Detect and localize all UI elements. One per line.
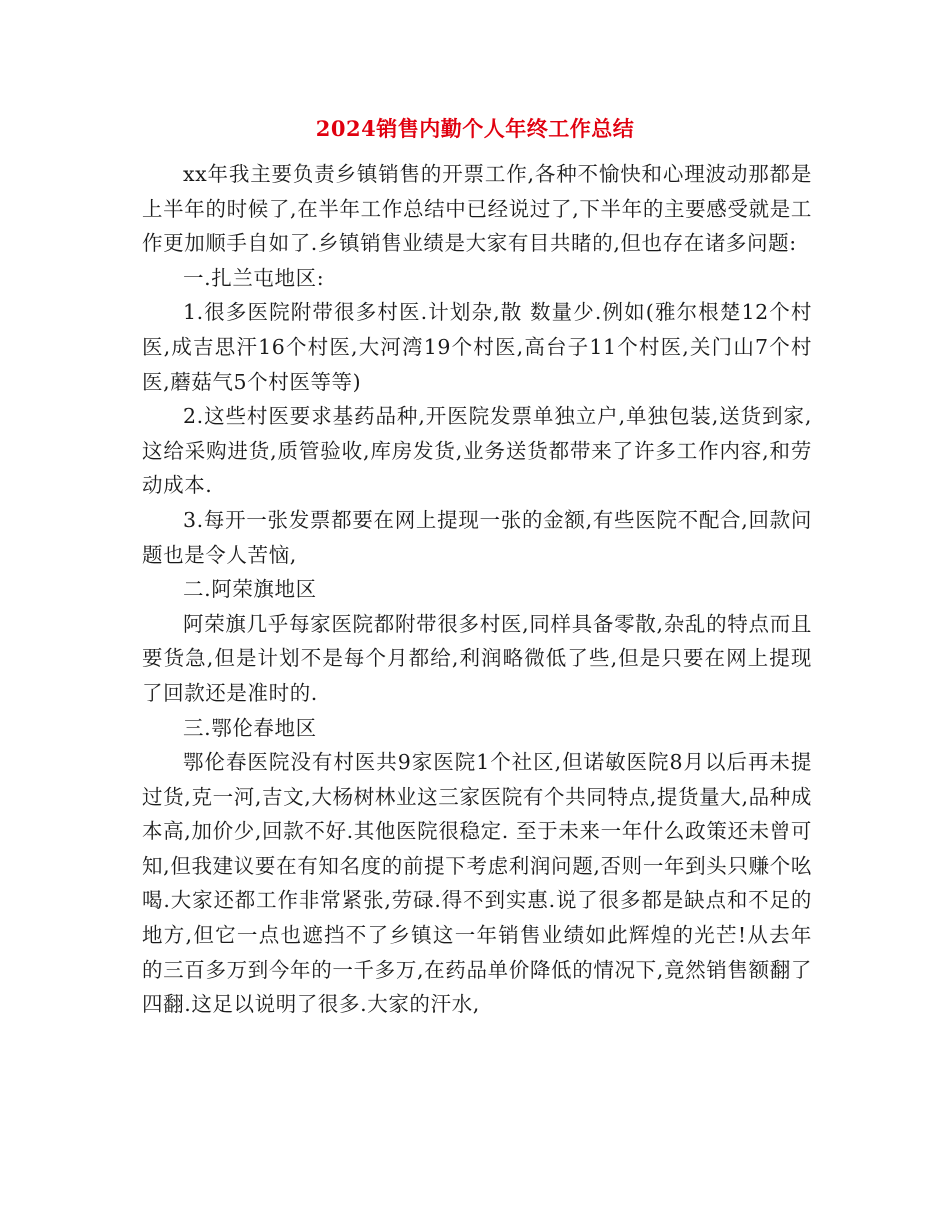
section-heading-elunchun: 三.鄂伦春地区	[183, 715, 317, 740]
document-body	[142, 157, 812, 1022]
document-title: 2024销售内勤个人年终工作总结	[315, 116, 635, 141]
arongqi-paragraph: 阿荣旗几乎每家医院都附带很多村医,同样具备零散,杂乱的特点而且要货急,但是计划不是每个月都给,利润略微低了些,但是只要在网上提现了回款还是准时的.	[142, 611, 812, 705]
section-heading-zhalantun: 一.扎兰屯地区:	[183, 265, 325, 290]
section-heading-arongqi: 二.阿荣旗地区	[183, 577, 317, 602]
elunchun-paragraph: 鄂伦春医院没有村医共9家医院1个社区,但诺敏医院8月以后再未提过货,克一河,吉文,大杨树林业这三家医院有个共同特点,提货量大,品种成本高,加价少,回款不好.其他医院很稳定. 至于未来一年什么政策还未曾可知,但我建议要在有知名度的前提下考虑利润问题,否则一年到头只赚个吆喝.大家还都工作非常紧张,劳碌.得不到实惠.说了很多都是缺点和不足的地方,但它一点也遮挡不了乡镇这一年销售业绩如此辉煌的光芒!从去年的三百多万到今年的一千多万,在药品单价降低的情况下,竟然销售额翻了四翻.这足以说明了很多.大家的汗水,	[142, 750, 812, 1017]
list-item-3: 3.每开一张发票都要在网上提现一张的金额,有些医院不配合,回款问题也是令人苦恼,	[142, 507, 812, 567]
list-item-2: 2.这些村医要求基药品种,开医院发票单独立户,单独包装,送货到家,这给采购进货,质管验收,库房发货,业务送货都带来了许多工作内容,和劳动成本.	[142, 404, 812, 498]
list-item-1: 1.很多医院附带很多村医.计划杂,散 数量少.例如(雅尔根楚12个村医,成吉思汗16个村医,大河湾19个村医,高台子11个村医,关门山7个村医,蘑菇气5个村医等等)	[142, 300, 812, 394]
intro-paragraph: xx年我主要负责乡镇销售的开票工作,各种不愉快和心理波动那都是上半年的时候了,在半年工作总结中已经说过了,下半年的主要感受就是工作更加顺手自如了.乡镇销售业绩是大家有目共睹的,但也存在诸多问题:	[142, 162, 812, 256]
